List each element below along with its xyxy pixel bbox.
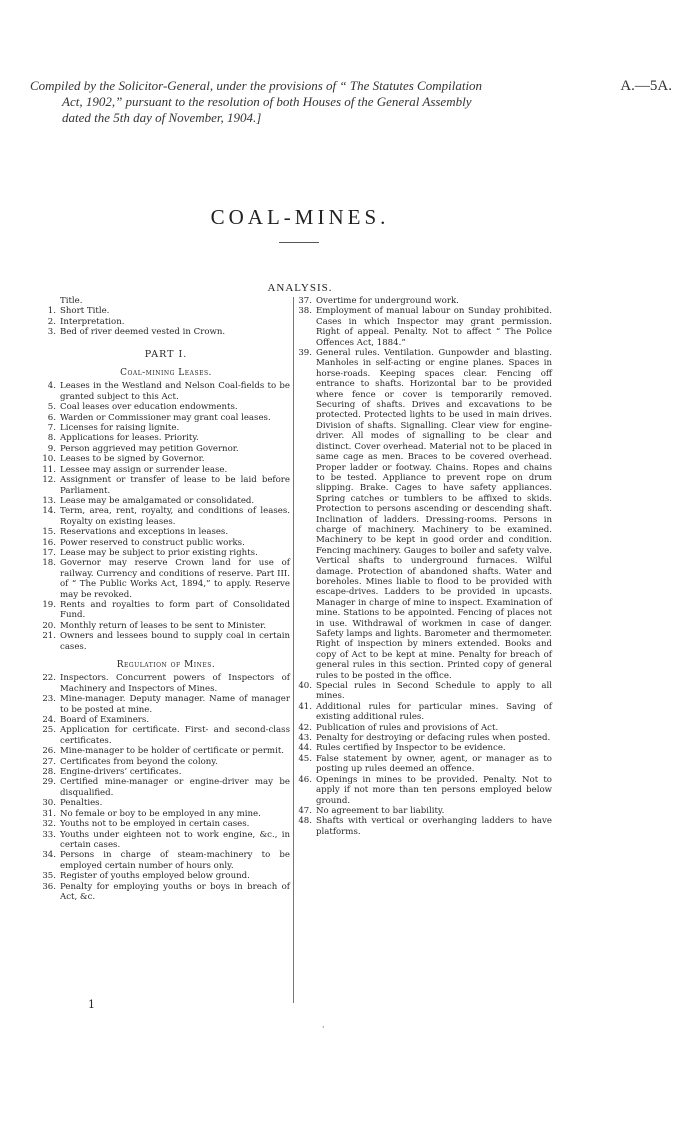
section-title: Youths not to be employed in certain cases. (60, 819, 250, 830)
section-number: 22. (42, 673, 56, 684)
section-title: Persons in charge of steam-machinery to be employed certain number of hours only. (60, 850, 290, 871)
section-title: Licenses for raising lignite. (60, 423, 180, 434)
analysis-entry (298, 816, 552, 837)
section-number: 24. (42, 715, 56, 726)
section-number: 45. (298, 753, 312, 764)
section-title: No female or boy to be employed in any mine. (60, 808, 261, 819)
title-divider (279, 242, 319, 243)
analysis-entry (42, 381, 290, 402)
part-heading: PART I. (144, 348, 188, 360)
section-title: False statement by owner, agent, or manager as to posting up rules deemed an offence. (316, 753, 552, 775)
section-title: Board of Examiners. (60, 715, 150, 726)
section-title: Engine-drivers’ certificates. (60, 767, 182, 778)
section-title: Assignment or transfer of lease to be laid before Parliament. (60, 475, 290, 496)
analysis-entry (42, 327, 290, 337)
analysis-entry (42, 306, 290, 316)
section-title: Reservations and exceptions in leases. (60, 527, 229, 538)
analysis-entry (42, 830, 290, 851)
section-number: 30. (42, 798, 56, 809)
analysis-entry (42, 621, 290, 631)
compilation-note-line-3: dated the 5th day of November, 1904.] (62, 110, 262, 125)
section-number: 9. (47, 443, 56, 454)
right-section-list (298, 296, 552, 837)
analysis-entry (42, 444, 290, 454)
section-number: 35. (42, 871, 56, 882)
analysis-entry (42, 715, 290, 725)
section-number: 47. (298, 805, 312, 816)
coal-mining-leases-heading: Coal-mining Leases. (120, 368, 212, 379)
section-title: Monthly return of leases to be sent to Minister. (60, 620, 266, 631)
analysis-right-column (298, 296, 552, 837)
page-title: COAL-MINES. (210, 205, 390, 229)
section-number: 28. (42, 767, 56, 778)
analysis-entry (298, 348, 552, 681)
section-title: Certificates from beyond the colony. (60, 756, 218, 767)
section-title: Employment of manual labour on Sunday prohibited. Cases in which Inspector may grant permission. Right of appeal. Penalty. Not to affect “ The Police Offences Act, 1884.” (316, 306, 552, 348)
section-title: Mine-manager to be holder of certificate or permit. (60, 746, 285, 757)
analysis-entry (42, 819, 290, 829)
section-number: 8. (47, 433, 56, 444)
analysis-entry (42, 600, 290, 621)
section-number: 3. (47, 327, 56, 338)
analysis-entry (42, 882, 290, 903)
section-title: Bed of river deemed vested in Crown. (60, 327, 226, 338)
section-number: 16. (42, 537, 56, 548)
section-number: 4. (47, 381, 56, 392)
section-number: 21. (42, 631, 56, 642)
section-number (42, 296, 60, 306)
analysis-entry (42, 296, 290, 306)
section-title: Leases in the Westland and Nelson Coal-fields to be granted subject to this Act. (60, 381, 290, 402)
analysis-entry (42, 465, 290, 475)
analysis-entry (42, 433, 290, 443)
section-number: 12. (42, 475, 56, 486)
section-number: 7. (47, 423, 56, 434)
analysis-entry (42, 538, 290, 548)
section-title: Lease may be subject to prior existing rights. (60, 547, 258, 558)
section-number: 37. (298, 296, 312, 306)
section-number: 32. (42, 819, 56, 830)
section-title: Special rules in Second Schedule to apply to all mines. (316, 681, 552, 702)
section-number: 20. (42, 620, 56, 631)
analysis-entry (42, 746, 290, 756)
analysis-entry (298, 775, 552, 806)
compilation-note-line-1: Compiled by the Solicitor-General, under the provisions of “ The Statutes Compilation (30, 78, 483, 93)
section-title: Additional rules for particular mines. Saving of existing additional rules. (316, 701, 552, 723)
analysis-entry (298, 681, 552, 702)
section-number: 36. (42, 881, 56, 892)
analysis-entry (42, 850, 290, 871)
analysis-entry (42, 673, 290, 694)
analysis-entry (298, 733, 552, 743)
section-title: Leases to be signed by Governor. (60, 454, 205, 465)
section-number: 18. (42, 558, 56, 569)
analysis-entry (298, 806, 552, 816)
section-number: 14. (42, 506, 56, 517)
section-number: 34. (42, 850, 56, 861)
section-number: 43. (298, 733, 312, 744)
section-number: 2. (47, 316, 56, 327)
analysis-entry (42, 496, 290, 506)
section-title: Penalty for employing youths or boys in breach of Act, &c. (60, 881, 290, 902)
section-title: Rules certified by Inspector to be evidence. (316, 743, 506, 754)
section-title: Title. (60, 296, 83, 306)
section-title: Term, area, rent, royalty, and conditions of leases. Royalty on existing leases. (60, 506, 290, 527)
section-number: 48. (298, 816, 312, 827)
section-title: Warden or Commissioner may grant coal leases. (60, 412, 271, 423)
section-title: Mine-manager. Deputy manager. Name of manager to be posted at mine. (60, 694, 290, 715)
analysis-entry (298, 743, 552, 753)
page-mark: · (322, 1023, 325, 1032)
preliminary-list (42, 296, 290, 338)
section-number: 17. (42, 547, 56, 558)
section-title: Governor may reserve Crown land for use of railway. Currency and conditions of reserve. Part III. of “ The Public Works Act, 1894,” to apply. Reserve may be revoked. (60, 558, 290, 600)
section-number: 41. (298, 701, 312, 712)
section-number: 31. (42, 808, 56, 819)
analysis-entry (42, 423, 290, 433)
section-title: Person aggrieved may petition Governor. (60, 443, 239, 454)
section-title: Lessee may assign or surrender lease. (60, 464, 228, 475)
section-number: 38. (298, 306, 312, 317)
section-title: Register of youths employed below ground. (60, 871, 250, 882)
section-number: 5. (47, 402, 56, 413)
regulation-of-mines-heading: Regulation of Mines. (116, 660, 216, 670)
analysis-entry (42, 767, 290, 777)
analysis-entry (42, 454, 290, 464)
section-title: Penalty for destroying or defacing rules when posted. (316, 733, 551, 744)
section-number: 1. (47, 306, 56, 317)
analysis-entry (42, 725, 290, 746)
document-reference: A.—5A. (620, 78, 672, 94)
section-number: 29. (42, 777, 56, 788)
section-number: 13. (42, 495, 56, 506)
analysis-entry (42, 631, 290, 652)
section-title: Inspectors. Concurrent powers of Inspectors of Machinery and Inspectors of Mines. (60, 673, 290, 694)
column-divider (293, 297, 294, 1003)
analysis-entry (42, 548, 290, 558)
section-title: Interpretation. (60, 316, 125, 327)
section-number: 46. (298, 774, 312, 785)
compilation-note-line-2: Act, 1902,” pursuant to the resolution of both Houses of the General Assembly (62, 94, 472, 109)
analysis-entry (42, 558, 290, 600)
analysis-entry (298, 702, 552, 723)
analysis-entry (42, 798, 290, 808)
section-title: No agreement to bar liability. (316, 805, 445, 816)
analysis-entry (42, 809, 290, 819)
section-number: 25. (42, 725, 56, 736)
analysis-entry (298, 723, 552, 733)
section-number: 19. (42, 599, 56, 610)
compilation-note (30, 78, 590, 126)
section-number: 33. (42, 829, 56, 840)
analysis-entry (42, 694, 290, 715)
analysis-entry (42, 757, 290, 767)
section-title: Lease may be amalgamated or consolidated. (60, 495, 255, 506)
section-title: Youths under eighteen not to work engine, &c., in certain cases. (60, 829, 290, 850)
section-number: 40. (298, 681, 312, 692)
section-title: Applications for leases. Priority. (60, 433, 199, 444)
section-number: 23. (42, 694, 56, 705)
analysis-entry (42, 506, 290, 527)
analysis-entry (42, 317, 290, 327)
section-number: 44. (298, 743, 312, 754)
section-number: 26. (42, 746, 56, 757)
section-title: Application for certificate. First- and second-class certificates. (60, 725, 290, 746)
page-number: 1 (88, 998, 95, 1011)
section-title: General rules. Ventilation. Gunpowder and blasting. Manholes in self-acting or engine planes. Spaces in horse-roads. Keeping spaces clear. Fencing off entrance to shafts. Horizontal bar to be provided where fence or cover is temporarily removed. Securing of shafts. Drives and excavations to be protected. Protected lights to be used in main drives. Division of shafts. Signalling. Clear view for engine-driver. All modes of signalling to be clear and distinct. Cover overhead. Material not to be placed in same cage as men. Braces to be covered overhead. Proper ladder or footway. Chains. Ropes and chains to be tested. Appliance to prevent rope on drum slipping. Brake. Cages to have safety appliances. Spring catches or tumblers to be affixed to skids. Protection to persons ascending or descending shaft. Inclination of ladders. Dressing-rooms. Persons in charge of machinery. Machinery to be examined. Machinery to be kept in good order and condition. Fencing machinery. Gauges to boiler and safety valve. Vertical shafts to underground furnaces. Wilful damage. Protection of abandoned shafts. Water and boreholes. Mines liable to flood to be provided with escape-drives. Ladders to be provided in upcasts. Manager in charge of mine to inspect. Examination of mine. Stations to be appointed. Fencing of places not in use. Withdrawal of workmen in case of danger. Safety lamps and lights. Barometer and thermometer. Right of inspection by miners extended. Books and copy of Act to be kept at mine. Penalty for breach of general rules in this section. Printed copy of general rules to be posted in the office. (316, 348, 552, 681)
regulation-of-mines-list (42, 673, 290, 902)
section-title: Short Title. (60, 306, 110, 317)
analysis-left-column (42, 296, 290, 902)
analysis-entry (42, 475, 290, 496)
section-title: Overtime for underground work. (316, 296, 459, 306)
section-number: 42. (298, 722, 312, 733)
section-number: 27. (42, 756, 56, 767)
analysis-entry (42, 777, 290, 798)
analysis-entry (298, 296, 552, 306)
section-title: Certified mine-manager or engine-driver may be disqualified. (60, 777, 290, 798)
section-title: Shafts with vertical or overhanging ladders to have platforms. (316, 816, 552, 837)
analysis-entry (42, 413, 290, 423)
section-number: 39. (298, 348, 312, 359)
section-number: 11. (42, 464, 56, 475)
analysis-entry (42, 527, 290, 537)
section-title: Publication of rules and provisions of Act. (316, 722, 499, 733)
analysis-heading: ANALYSIS. (267, 282, 333, 294)
analysis-entry (298, 754, 552, 775)
analysis-entry (42, 871, 290, 881)
section-number: 15. (42, 527, 56, 538)
coal-mining-leases-list (42, 381, 290, 652)
section-number: 6. (47, 412, 56, 423)
section-title: Coal leases over education endowments. (60, 402, 238, 413)
analysis-entry (42, 402, 290, 412)
section-title: Owners and lessees bound to supply coal in certain cases. (60, 631, 290, 652)
section-title: Power reserved to construct public works. (60, 537, 245, 548)
section-title: Openings in mines to be provided. Penalty. Not to apply if not more than ten persons employed below ground. (316, 774, 552, 806)
analysis-entry (298, 306, 552, 348)
section-title: Penalties. (60, 798, 103, 809)
section-number: 10. (42, 454, 56, 465)
section-title: Rents and royalties to form part of Consolidated Fund. (60, 599, 290, 621)
